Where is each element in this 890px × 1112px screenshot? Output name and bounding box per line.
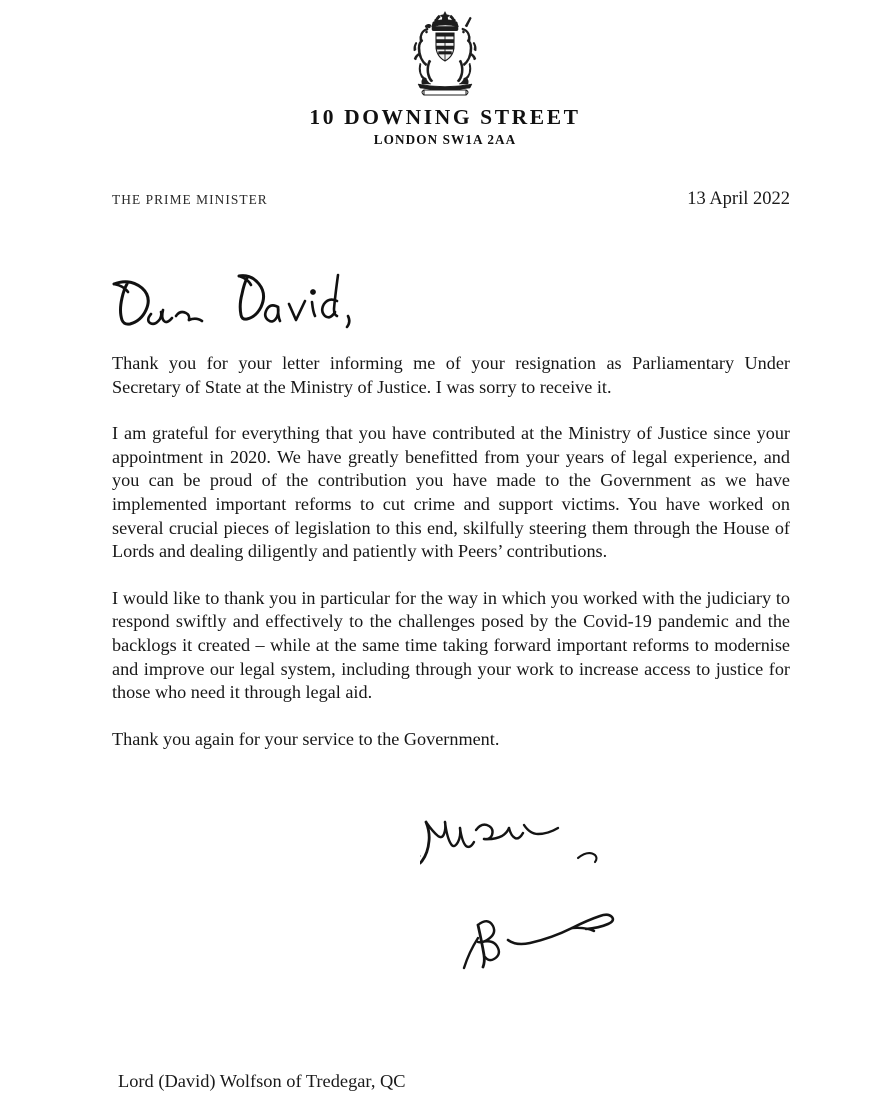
letter-paragraph-1: Thank you for your letter informing me of your resignation as Parliamentary Under Secretary of State at the Ministry of Justice. I was sorry to receive it. bbox=[112, 353, 790, 397]
handwritten-signature bbox=[420, 800, 690, 995]
letterhead-address-line2: LONDON SW1A 2AA bbox=[373, 131, 517, 147]
letter-paragraph-3: I would like to thank you in particular for the way in which you worked with the judiciary to respond swiftly and effectively to the challenges posed by the Covid-19 pandemic and the backlogs it created – while at the same time taking forward important reforms to modernise and improve our legal system, including through your work to increase access to justice for those who need it through legal aid. bbox=[112, 587, 790, 703]
handwritten-salutation bbox=[106, 252, 426, 344]
letter-closing-line: Thank you again for your service to the Government. bbox=[112, 728, 500, 749]
letter-body bbox=[112, 352, 790, 751]
royal-coat-of-arms-icon bbox=[392, 6, 498, 98]
recipient-name: Lord (David) Wolfson of Tredegar, QC bbox=[118, 1071, 406, 1091]
letterhead-address-line1: 10 DOWNING STREET bbox=[309, 105, 581, 129]
sender-title: THE PRIME MINISTER bbox=[112, 192, 268, 207]
header-row bbox=[112, 189, 790, 210]
letter-date: 13 April 2022 bbox=[687, 189, 790, 209]
letterhead bbox=[0, 6, 890, 147]
letter-paragraph-2: I am grateful for everything that you have contributed at the Ministry of Justice since your appointment in 2020. We have greatly benefitted from your years of legal experience, and you can be proud of the contribution you have made to the Government as we have implemented important reforms to cut crime and support victims. You have worked on several crucial pieces of legislation to this end, skilfully steering them through the House of Lords and dealing diligently and patiently with Peers’ contributions. bbox=[112, 423, 790, 562]
